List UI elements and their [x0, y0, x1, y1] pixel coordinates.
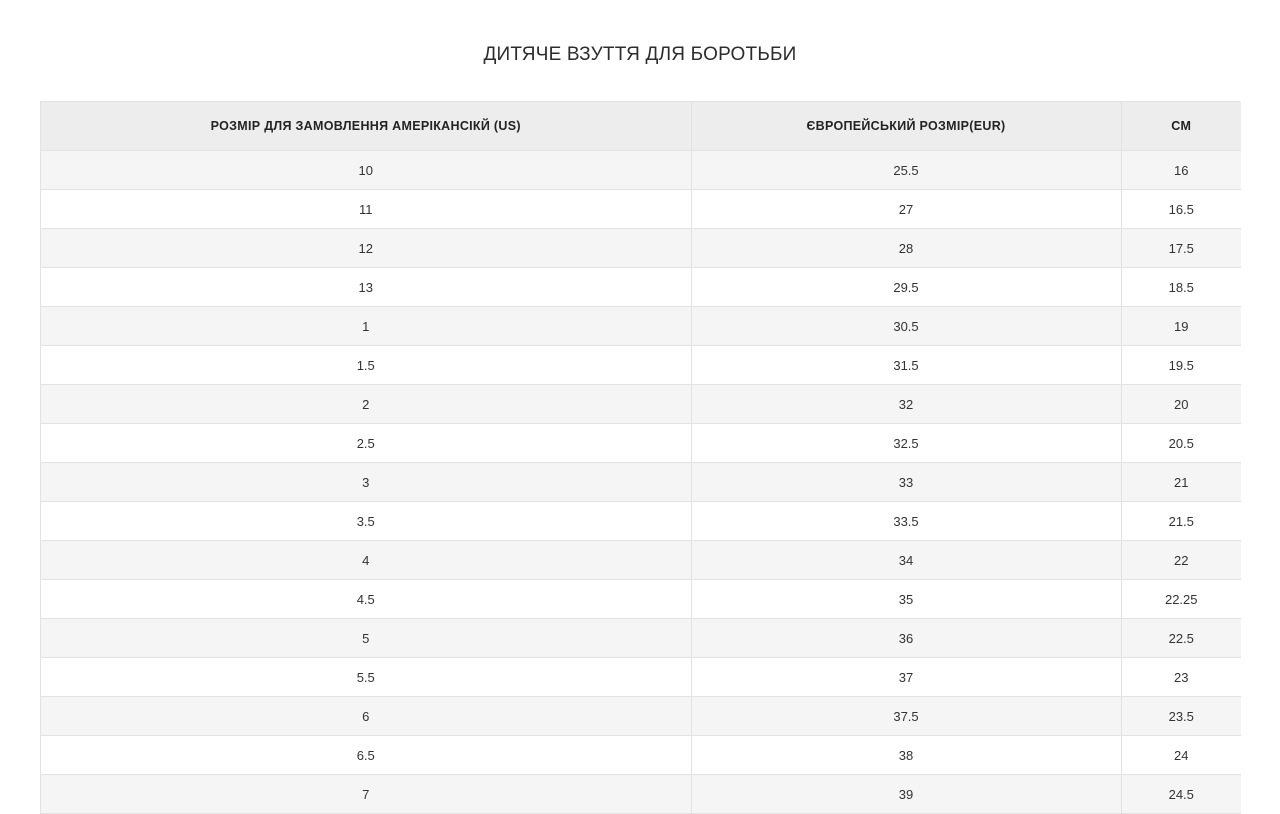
cell-cm: 24.5 [1121, 775, 1241, 814]
cell-cm: 22 [1121, 541, 1241, 580]
cell-eur-size: 31.5 [691, 346, 1121, 385]
cell-cm: 21 [1121, 463, 1241, 502]
column-header-us: РОЗМІР ДЛЯ ЗАМОВЛЕННЯ АМЕРІКАНСІКЙ (US) [41, 102, 691, 151]
cell-eur-size: 37.5 [691, 697, 1121, 736]
cell-us-size: 11 [41, 190, 691, 229]
cell-us-size: 1 [41, 307, 691, 346]
cell-cm: 20.5 [1121, 424, 1241, 463]
cell-cm: 22.25 [1121, 580, 1241, 619]
cell-eur-size: 37 [691, 658, 1121, 697]
cell-us-size: 6.5 [41, 736, 691, 775]
cell-us-size: 10 [41, 151, 691, 190]
cell-cm: 24 [1121, 736, 1241, 775]
table-row [41, 619, 1241, 658]
cell-cm: 18.5 [1121, 268, 1241, 307]
cell-us-size: 4.5 [41, 580, 691, 619]
cell-us-size: 12 [41, 229, 691, 268]
table-row [41, 463, 1241, 502]
table-row [41, 385, 1241, 424]
cell-cm: 23.5 [1121, 697, 1241, 736]
cell-cm: 19.5 [1121, 346, 1241, 385]
cell-eur-size: 35 [691, 580, 1121, 619]
table-row [41, 658, 1241, 697]
cell-cm: 19 [1121, 307, 1241, 346]
cell-cm: 22.5 [1121, 619, 1241, 658]
cell-cm: 20 [1121, 385, 1241, 424]
cell-eur-size: 34 [691, 541, 1121, 580]
cell-eur-size: 27 [691, 190, 1121, 229]
cell-eur-size: 30.5 [691, 307, 1121, 346]
table-row [41, 580, 1241, 619]
cell-eur-size: 25.5 [691, 151, 1121, 190]
cell-eur-size: 39 [691, 775, 1121, 814]
size-table-body [41, 151, 1241, 814]
table-header-row [41, 102, 1241, 151]
table-row [41, 697, 1241, 736]
cell-cm: 16 [1121, 151, 1241, 190]
table-row [41, 775, 1241, 814]
cell-us-size: 4 [41, 541, 691, 580]
cell-us-size: 5.5 [41, 658, 691, 697]
column-header-eur: ЄВРОПЕЙСЬКИЙ РОЗМІР(EUR) [691, 102, 1121, 151]
size-table [41, 102, 1241, 814]
cell-cm: 17.5 [1121, 229, 1241, 268]
cell-eur-size: 29.5 [691, 268, 1121, 307]
cell-us-size: 2.5 [41, 424, 691, 463]
table-row [41, 229, 1241, 268]
cell-us-size: 3.5 [41, 502, 691, 541]
table-row [41, 268, 1241, 307]
cell-eur-size: 32.5 [691, 424, 1121, 463]
cell-cm: 23 [1121, 658, 1241, 697]
table-row [41, 190, 1241, 229]
cell-eur-size: 38 [691, 736, 1121, 775]
table-row [41, 424, 1241, 463]
cell-us-size: 7 [41, 775, 691, 814]
cell-us-size: 6 [41, 697, 691, 736]
size-table-container [40, 101, 1240, 814]
table-row [41, 502, 1241, 541]
cell-us-size: 5 [41, 619, 691, 658]
table-row [41, 307, 1241, 346]
cell-eur-size: 36 [691, 619, 1121, 658]
cell-us-size: 1.5 [41, 346, 691, 385]
table-row [41, 151, 1241, 190]
page-title: ДИТЯЧЕ ВЗУТТЯ ДЛЯ БОРОТЬБИ [483, 44, 797, 65]
cell-cm: 21.5 [1121, 502, 1241, 541]
table-row [41, 346, 1241, 385]
cell-cm: 16.5 [1121, 190, 1241, 229]
cell-eur-size: 33 [691, 463, 1121, 502]
cell-us-size: 13 [41, 268, 691, 307]
table-row [41, 541, 1241, 580]
size-table-header [41, 102, 1241, 151]
cell-eur-size: 32 [691, 385, 1121, 424]
cell-us-size: 2 [41, 385, 691, 424]
cell-eur-size: 33.5 [691, 502, 1121, 541]
column-header-cm: CM [1121, 102, 1241, 151]
cell-eur-size: 28 [691, 229, 1121, 268]
table-row [41, 736, 1241, 775]
cell-us-size: 3 [41, 463, 691, 502]
